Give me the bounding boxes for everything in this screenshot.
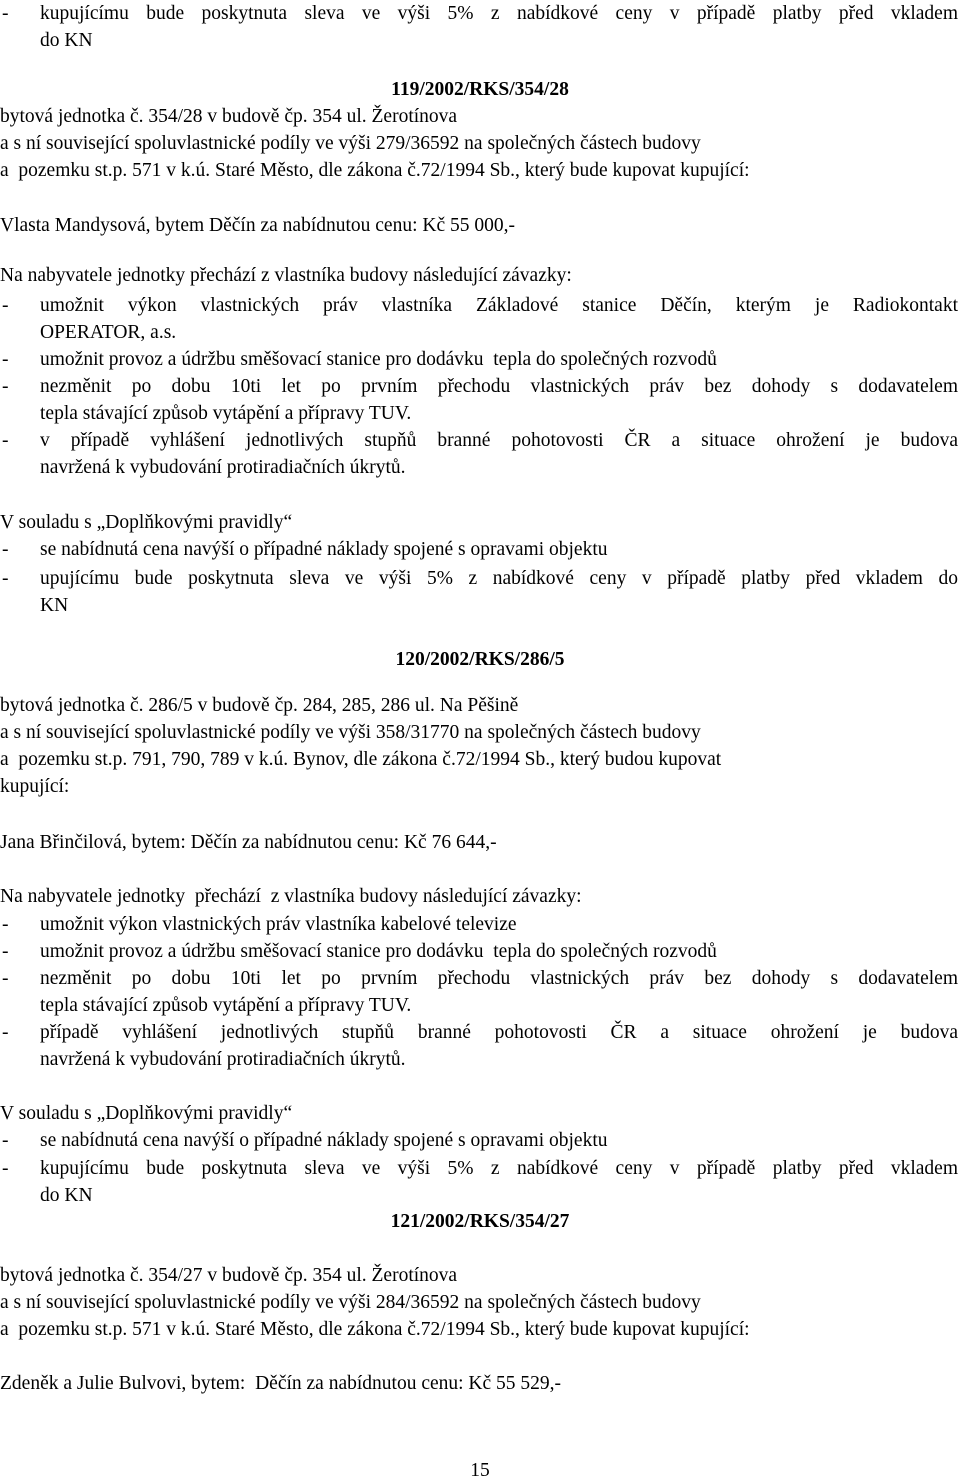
rule-item-continuation: KN xyxy=(40,595,69,616)
list-item-continuation: do KN xyxy=(40,30,93,51)
buyer-line: Zdeněk a Julie Bulvovi, bytem: Děčín za nabídnutou cenu: Kč 55 529,- xyxy=(0,1373,562,1394)
share-description: a s ní související spoluvlastnické podíly ve výši 284/36592 na společných částech budovy xyxy=(0,1292,701,1313)
unit-description: bytová jednotka č. 354/28 v budově čp. 354 ul. Žerotínova xyxy=(0,106,458,127)
list-item: - kupujícímu bude poskytnuta sleva ve výši 5% z nabídkové ceny v případě platby před vkladem xyxy=(2,3,958,24)
rules-intro: V souladu s „Doplňkovými pravidly“ xyxy=(0,1103,293,1124)
buyer-line: Vlasta Mandysová, bytem Děčín za nabídnutou cenu: Kč 55 000,- xyxy=(0,215,515,236)
obligation-item: - umožnit výkon vlastnických práv vlastníka Základové stanice Děčín, kterým je Radiokontakt xyxy=(2,295,958,316)
obligation-item: - nezměnit po dobu 10ti let po prvním přechodu vlastnických práv bez dohody s dodavatelem xyxy=(2,376,958,397)
rule-item: - se nabídnutá cena navýší o případné náklady spojené s opravami objektu xyxy=(2,539,608,560)
buyer-line: Jana Břinčilová, bytem: Děčín za nabídnutou cenu: Kč 76 644,- xyxy=(0,832,497,853)
land-description-continuation: kupující: xyxy=(0,776,70,797)
obligation-item-continuation: OPERATOR, a.s. xyxy=(40,322,177,343)
obligation-item-continuation: tepla stávající způsob vytápění a přípravy TUV. xyxy=(40,995,412,1016)
unit-code-heading: 120/2002/RKS/286/5 xyxy=(395,649,565,670)
obligation-item-continuation: navržená k vybudování protiradiačních úkrytů. xyxy=(40,1049,406,1070)
rule-item: - se nabídnutá cena navýší o případné náklady spojené s opravami objektu xyxy=(2,1130,608,1151)
land-description: a pozemku st.p. 791, 790, 789 v k.ú. Bynov, dle zákona č.72/1994 Sb., který budou kupovat xyxy=(0,749,722,770)
land-description: a pozemku st.p. 571 v k.ú. Staré Město, dle zákona č.72/1994 Sb., který bude kupovat kupující: xyxy=(0,1319,750,1340)
land-description: a pozemku st.p. 571 v k.ú. Staré Město, dle zákona č.72/1994 Sb., který bude kupovat kupující: xyxy=(0,160,750,181)
rule-item: - upujícímu bude poskytnuta sleva ve výši 5% z nabídkové ceny v případě platby před vkladem do xyxy=(2,568,958,589)
share-description: a s ní související spoluvlastnické podíly ve výši 358/31770 na společných částech budovy xyxy=(0,722,701,743)
obligation-item-continuation: tepla stávající způsob vytápění a přípravy TUV. xyxy=(40,403,412,424)
obligation-item: - v případě vyhlášení jednotlivých stupňů branné pohotovosti ČR a situace ohrožení je budova xyxy=(2,430,958,451)
obligation-item: - umožnit výkon vlastnických práv vlastníka kabelové televize xyxy=(2,914,517,935)
unit-description: bytová jednotka č. 354/27 v budově čp. 354 ul. Žerotínova xyxy=(0,1265,458,1286)
unit-description: bytová jednotka č. 286/5 v budově čp. 284, 285, 286 ul. Na Pěšině xyxy=(0,695,519,716)
rules-intro: V souladu s „Doplňkovými pravidly“ xyxy=(0,512,293,533)
obligations-intro: Na nabyvatele jednotky přechází z vlastníka budovy následující závazky: xyxy=(0,886,582,907)
obligation-item: - umožnit provoz a údržbu směšovací stanice pro dodávku tepla do společných rozvodů xyxy=(2,941,717,962)
obligation-item: - případě vyhlášení jednotlivých stupňů branné pohotovosti ČR a situace ohrožení je budova xyxy=(2,1022,958,1043)
share-description: a s ní související spoluvlastnické podíly ve výši 279/36592 na společných částech budovy xyxy=(0,133,701,154)
obligations-intro: Na nabyvatele jednotky přechází z vlastníka budovy následující závazky: xyxy=(0,265,572,286)
obligation-item: - nezměnit po dobu 10ti let po prvním přechodu vlastnických práv bez dohody s dodavatelem xyxy=(2,968,958,989)
page-number: 15 xyxy=(470,1460,490,1481)
rule-item-continuation: do KN xyxy=(40,1185,93,1206)
obligation-item: - umožnit provoz a údržbu směšovací stanice pro dodávku tepla do společných rozvodů xyxy=(2,349,717,370)
rule-item: - kupujícímu bude poskytnuta sleva ve výši 5% z nabídkové ceny v případě platby před vkladem xyxy=(2,1158,958,1179)
unit-code-heading: 119/2002/RKS/354/28 xyxy=(391,79,569,100)
unit-code-heading: 121/2002/RKS/354/27 xyxy=(390,1211,570,1232)
obligation-item-continuation: navržená k vybudování protiradiačních úkrytů. xyxy=(40,457,406,478)
